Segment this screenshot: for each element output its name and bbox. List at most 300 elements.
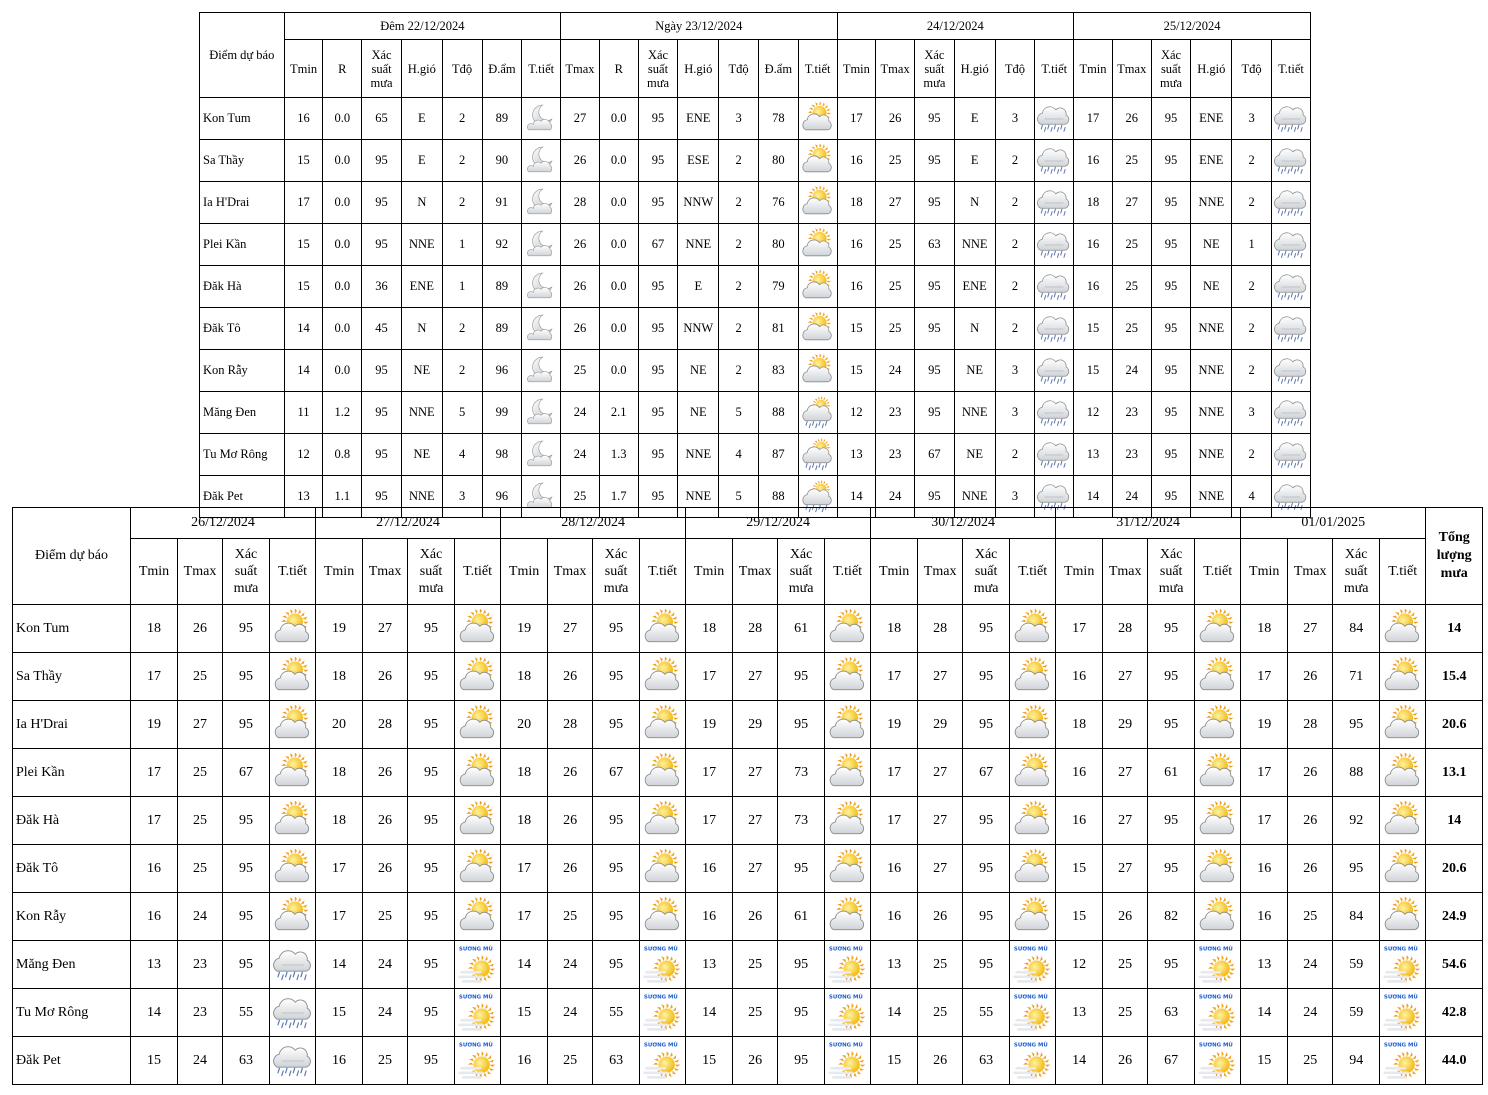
value-cell: 26 (363, 797, 408, 845)
weather-cell (1195, 941, 1241, 989)
value-cell: 18 (686, 605, 733, 653)
value-cell: 84 (1333, 893, 1380, 941)
value-cell: NNE (678, 434, 719, 476)
value-cell: 95 (778, 653, 825, 701)
station-name: Măng Đen (200, 392, 285, 434)
value-cell: 2 (442, 350, 482, 392)
value-cell: 13 (837, 434, 876, 476)
value-cell: 0.0 (323, 98, 362, 140)
weather-cell (798, 140, 837, 182)
date-header: 31/12/2024 (1056, 508, 1241, 539)
weather-cell (825, 701, 871, 749)
table-row (13, 941, 1483, 989)
table-row (13, 605, 1483, 653)
value-cell: 24 (178, 893, 223, 941)
fog-sun-icon (825, 945, 870, 985)
value-cell: 20 (501, 701, 548, 749)
value-cell: 95 (593, 893, 640, 941)
value-cell: 1.3 (599, 434, 638, 476)
value-cell: 25 (1288, 1037, 1333, 1085)
value-cell: 95 (362, 476, 402, 518)
value-cell: 12 (837, 392, 876, 434)
weather-cell (270, 845, 316, 893)
fog-sun-icon (825, 993, 870, 1033)
value-cell: 92 (1333, 797, 1380, 845)
weather-cell (640, 893, 686, 941)
value-cell: NE (678, 392, 719, 434)
value-cell: 95 (1333, 701, 1380, 749)
sun-cloud-icon (270, 849, 315, 889)
column-header: Tmax (733, 539, 778, 605)
value-cell: 14 (284, 350, 323, 392)
value-cell: 16 (131, 893, 178, 941)
value-cell: 19 (501, 605, 548, 653)
value-cell: 28 (1103, 605, 1148, 653)
value-cell: 25 (178, 653, 223, 701)
weather-cell (798, 224, 837, 266)
station-name: Ia H'Drai (13, 701, 131, 749)
weather-cell (1195, 653, 1241, 701)
column-header: H.gió (1191, 40, 1232, 98)
value-cell: 98 (482, 434, 522, 476)
date-header: 29/12/2024 (686, 508, 871, 539)
weather-cell (1380, 797, 1426, 845)
value-cell: 13 (284, 476, 323, 518)
value-cell: 26 (178, 605, 223, 653)
value-cell: 24 (548, 989, 593, 1037)
value-cell: 23 (1112, 392, 1151, 434)
weather-cell (1035, 434, 1074, 476)
value-cell: NNE (678, 476, 719, 518)
value-cell: 17 (1241, 653, 1288, 701)
value-cell: 3 (995, 98, 1035, 140)
sun-cloud-icon (640, 753, 685, 793)
date-header: 01/01/2025 (1241, 508, 1426, 539)
value-cell: 95 (915, 98, 955, 140)
station-name: Đăk Hà (13, 797, 131, 845)
value-cell: 2 (442, 98, 482, 140)
station-name: Sa Thầy (13, 653, 131, 701)
value-cell: NNE (954, 476, 995, 518)
svg-text:SƯƠNG MÙ: SƯƠNG MÙ (828, 1041, 863, 1048)
value-cell: 45 (362, 308, 402, 350)
value-cell: 15 (871, 1037, 918, 1085)
column-header: T.tiết (1035, 40, 1074, 98)
value-cell: 17 (1074, 98, 1113, 140)
table-row (200, 140, 1311, 182)
value-cell: 27 (1103, 749, 1148, 797)
value-cell: 95 (362, 140, 402, 182)
value-cell: 26 (561, 224, 600, 266)
value-cell: 17 (501, 893, 548, 941)
weather-cell (1195, 989, 1241, 1037)
value-cell: 23 (178, 941, 223, 989)
value-cell: 92 (482, 224, 522, 266)
station-name: Đăk Tô (13, 845, 131, 893)
value-cell: NE (1191, 224, 1232, 266)
value-cell: 95 (638, 434, 678, 476)
value-cell: 3 (1232, 392, 1272, 434)
value-cell: 2 (995, 224, 1035, 266)
weather-cell (270, 653, 316, 701)
value-cell: 13 (1074, 434, 1113, 476)
value-cell: 25 (876, 308, 915, 350)
value-cell: 4 (442, 434, 482, 476)
value-cell: 26 (918, 893, 963, 941)
value-cell: 25 (733, 941, 778, 989)
value-cell: 36 (362, 266, 402, 308)
sun-cloud-icon (270, 705, 315, 745)
svg-text:SƯƠNG MÙ: SƯƠNG MÙ (1198, 1041, 1233, 1048)
weather-cell (1010, 893, 1056, 941)
value-cell: N (954, 182, 995, 224)
value-cell: 63 (593, 1037, 640, 1085)
value-cell: 95 (963, 941, 1010, 989)
value-cell: NNE (954, 224, 995, 266)
value-cell: 95 (1151, 182, 1191, 224)
value-cell: 95 (408, 989, 455, 1037)
value-cell: 91 (482, 182, 522, 224)
station-name: Kon Tum (13, 605, 131, 653)
value-cell: NE (954, 434, 995, 476)
fog-sun-icon (455, 1041, 500, 1081)
value-cell: 18 (316, 749, 363, 797)
date-header: 26/12/2024 (131, 508, 316, 539)
station-name: Tu Mơ Rông (13, 989, 131, 1037)
value-cell: NNE (401, 392, 442, 434)
sun-cloud-icon (1380, 753, 1425, 793)
value-cell: 17 (131, 749, 178, 797)
value-cell: 95 (1151, 476, 1191, 518)
weather-cell (1380, 653, 1426, 701)
value-cell: 89 (482, 98, 522, 140)
value-cell: NNE (678, 224, 719, 266)
table-row (13, 653, 1483, 701)
station-header: Điểm dự báo (200, 13, 285, 98)
total-rain-value: 42.8 (1426, 989, 1483, 1037)
value-cell: 25 (1112, 308, 1151, 350)
value-cell: 14 (1241, 989, 1288, 1037)
sun-cloud-icon (1380, 705, 1425, 745)
table-row (200, 434, 1311, 476)
weather-cell (825, 749, 871, 797)
value-cell: 15 (1056, 893, 1103, 941)
value-cell: 14 (1056, 1037, 1103, 1085)
sun-cloud-icon (270, 897, 315, 937)
value-cell: 95 (362, 182, 402, 224)
table-row (13, 797, 1483, 845)
column-header: Tmax (1288, 539, 1333, 605)
svg-text:SƯƠNG MÙ: SƯƠNG MÙ (1013, 993, 1048, 1000)
weather-cell (1010, 845, 1056, 893)
value-cell: 95 (1151, 266, 1191, 308)
value-cell: 95 (1151, 434, 1191, 476)
weather-cell (1195, 1037, 1241, 1085)
value-cell: 26 (561, 308, 600, 350)
moon-cloud-icon (523, 102, 559, 136)
value-cell: 27 (733, 797, 778, 845)
value-cell: 55 (223, 989, 270, 1037)
value-cell: 2 (719, 224, 759, 266)
value-cell: 26 (1112, 98, 1151, 140)
value-cell: 2 (1232, 308, 1272, 350)
column-header: Tmax (178, 539, 223, 605)
svg-text:SƯƠNG MÙ: SƯƠNG MÙ (643, 945, 678, 952)
value-cell: 95 (408, 749, 455, 797)
value-cell: 17 (131, 797, 178, 845)
fog-sun-icon (1380, 1041, 1425, 1081)
value-cell: ESE (678, 140, 719, 182)
value-cell: 27 (918, 845, 963, 893)
value-cell: 26 (548, 797, 593, 845)
sun-cloud-icon (800, 228, 836, 262)
value-cell: 27 (1288, 605, 1333, 653)
value-cell: 67 (963, 749, 1010, 797)
weather-cell (1035, 350, 1074, 392)
value-cell: 14 (837, 476, 876, 518)
value-cell: 95 (915, 140, 955, 182)
value-cell: 55 (593, 989, 640, 1037)
value-cell: 26 (548, 749, 593, 797)
value-cell: 26 (1103, 893, 1148, 941)
value-cell: 15 (1241, 1037, 1288, 1085)
weather-cell (1380, 605, 1426, 653)
svg-text:SƯƠNG MÙ: SƯƠNG MÙ (1198, 993, 1233, 1000)
svg-text:SƯƠNG MÙ: SƯƠNG MÙ (643, 993, 678, 1000)
value-cell: 19 (871, 701, 918, 749)
weather-cell (270, 797, 316, 845)
rain-cloud-icon (1273, 228, 1309, 262)
total-rain-value: 14 (1426, 797, 1483, 845)
station-name: Kon Tum (200, 98, 285, 140)
value-cell: 16 (1074, 140, 1113, 182)
value-cell: 59 (1333, 989, 1380, 1037)
value-cell: 26 (733, 1037, 778, 1085)
fog-sun-icon (455, 945, 500, 985)
value-cell: 4 (719, 434, 759, 476)
value-cell: 95 (1148, 845, 1195, 893)
value-cell: 25 (1103, 989, 1148, 1037)
value-cell: 95 (408, 893, 455, 941)
table-row (13, 1037, 1483, 1085)
svg-text:SƯƠNG MÙ: SƯƠNG MÙ (1013, 945, 1048, 952)
value-cell: 95 (362, 224, 402, 266)
value-cell: 18 (871, 605, 918, 653)
column-header: Xác suất mưa (223, 539, 270, 605)
value-cell: 95 (593, 845, 640, 893)
column-header: Tmax (1103, 539, 1148, 605)
sun-cloud-icon (1010, 801, 1055, 841)
weather-cell (640, 941, 686, 989)
total-rain-value: 24.9 (1426, 893, 1483, 941)
value-cell: 61 (778, 893, 825, 941)
weather-cell (1010, 989, 1056, 1037)
column-header: Tmin (686, 539, 733, 605)
sun-cloud-icon (455, 705, 500, 745)
value-cell: 16 (871, 845, 918, 893)
value-cell: 14 (501, 941, 548, 989)
value-cell: 25 (1288, 893, 1333, 941)
total-rain-header: Tổng lượng mưa (1426, 508, 1483, 605)
value-cell: NNE (1191, 182, 1232, 224)
value-cell: 18 (501, 653, 548, 701)
column-header: T.tiết (1195, 539, 1241, 605)
sun-cloud-icon (1195, 849, 1240, 889)
weather-cell (1195, 749, 1241, 797)
value-cell: 71 (1333, 653, 1380, 701)
weather-cell (270, 701, 316, 749)
sun-cloud-icon (640, 801, 685, 841)
column-header: H.gió (954, 40, 995, 98)
weather-cell (270, 749, 316, 797)
value-cell: 25 (548, 1037, 593, 1085)
value-cell: 95 (963, 845, 1010, 893)
svg-text:SƯƠNG MÙ: SƯƠNG MÙ (828, 945, 863, 952)
sun-cloud-icon (800, 186, 836, 220)
weather-cell (455, 701, 501, 749)
value-cell: 23 (178, 989, 223, 1037)
value-cell: 17 (1241, 797, 1288, 845)
sun-cloud-icon (800, 354, 836, 388)
sun-cloud-icon (640, 657, 685, 697)
column-header: Xác suất mưa (1151, 40, 1191, 98)
weather-cell (455, 653, 501, 701)
column-header: T.tiết (455, 539, 501, 605)
value-cell: 95 (362, 392, 402, 434)
sun-cloud-icon (455, 657, 500, 697)
weather-cell (640, 749, 686, 797)
value-cell: 29 (733, 701, 778, 749)
value-cell: 0.0 (323, 308, 362, 350)
value-cell: 2 (1232, 434, 1272, 476)
value-cell: 13 (1241, 941, 1288, 989)
value-cell: 18 (501, 749, 548, 797)
value-cell: 13 (686, 941, 733, 989)
value-cell: 0.8 (323, 434, 362, 476)
moon-cloud-icon (523, 354, 559, 388)
value-cell: 24 (561, 434, 600, 476)
weather-cell (522, 224, 561, 266)
value-cell: 18 (1056, 701, 1103, 749)
value-cell: 95 (915, 182, 955, 224)
weather-cell (1035, 98, 1074, 140)
value-cell: 25 (918, 941, 963, 989)
value-cell: 24 (1112, 476, 1151, 518)
value-cell: 16 (1056, 653, 1103, 701)
weather-cell (455, 749, 501, 797)
moon-cloud-icon (523, 396, 559, 430)
value-cell: 15 (284, 266, 323, 308)
value-cell: 2 (719, 308, 759, 350)
value-cell: 15 (316, 989, 363, 1037)
value-cell: 27 (876, 182, 915, 224)
table-row (13, 749, 1483, 797)
value-cell: 16 (1241, 893, 1288, 941)
value-cell: 63 (1148, 989, 1195, 1037)
value-cell: 19 (316, 605, 363, 653)
weather-cell (1010, 605, 1056, 653)
value-cell: 95 (963, 893, 1010, 941)
value-cell: 25 (1112, 224, 1151, 266)
rain-cloud-icon (1036, 186, 1072, 220)
value-cell: 28 (561, 182, 600, 224)
rain-cloud-icon (1036, 144, 1072, 178)
value-cell: 5 (719, 392, 759, 434)
sun-cloud-icon (1010, 849, 1055, 889)
fog-sun-icon (1380, 993, 1425, 1033)
weather-cell (798, 98, 837, 140)
rain-cloud-icon (1036, 396, 1072, 430)
value-cell: 95 (1148, 941, 1195, 989)
rain-cloud-icon (270, 1041, 315, 1081)
value-cell: 27 (548, 605, 593, 653)
value-cell: 16 (501, 1037, 548, 1085)
value-cell: NE (678, 350, 719, 392)
value-cell: 26 (363, 749, 408, 797)
value-cell: 95 (408, 605, 455, 653)
sun-cloud-icon (825, 753, 870, 793)
value-cell: 25 (561, 350, 600, 392)
value-cell: 16 (1056, 797, 1103, 845)
rain-cloud-icon (1036, 102, 1072, 136)
weather-cell (1010, 797, 1056, 845)
weather-cell (1271, 308, 1310, 350)
rain-cloud-icon (1273, 270, 1309, 304)
sun-cloud-icon (640, 849, 685, 889)
weather-cell (1380, 701, 1426, 749)
value-cell: 95 (778, 845, 825, 893)
value-cell: 18 (837, 182, 876, 224)
value-cell: 28 (918, 605, 963, 653)
value-cell: 95 (408, 797, 455, 845)
value-cell: 2 (1232, 182, 1272, 224)
value-cell: 13 (871, 941, 918, 989)
weather-cell (1271, 350, 1310, 392)
value-cell: 18 (1241, 605, 1288, 653)
value-cell: 2 (719, 266, 759, 308)
weather-cell (1271, 98, 1310, 140)
column-header: Tmin (501, 539, 548, 605)
weather-cell (1010, 749, 1056, 797)
value-cell: 16 (686, 845, 733, 893)
value-cell: 5 (442, 392, 482, 434)
value-cell: 17 (686, 749, 733, 797)
value-cell: 19 (131, 701, 178, 749)
value-cell: 63 (915, 224, 955, 266)
value-cell: 2 (995, 182, 1035, 224)
value-cell: 2 (442, 308, 482, 350)
value-cell: 17 (316, 845, 363, 893)
column-header: Xác suất mưa (1333, 539, 1380, 605)
value-cell: 95 (408, 653, 455, 701)
sun-cloud-icon (270, 657, 315, 697)
column-header: Tđộ (719, 40, 759, 98)
value-cell: E (401, 98, 442, 140)
value-cell: 95 (915, 266, 955, 308)
value-cell: 96 (482, 350, 522, 392)
weather-cell (1035, 308, 1074, 350)
value-cell: 23 (876, 392, 915, 434)
weather-cell (455, 1037, 501, 1085)
weather-cell (640, 701, 686, 749)
value-cell: 26 (1288, 653, 1333, 701)
value-cell: 27 (561, 98, 600, 140)
weather-cell (1271, 392, 1310, 434)
value-cell: N (401, 182, 442, 224)
value-cell: 27 (918, 653, 963, 701)
value-cell: 2 (442, 140, 482, 182)
value-cell: 63 (223, 1037, 270, 1085)
